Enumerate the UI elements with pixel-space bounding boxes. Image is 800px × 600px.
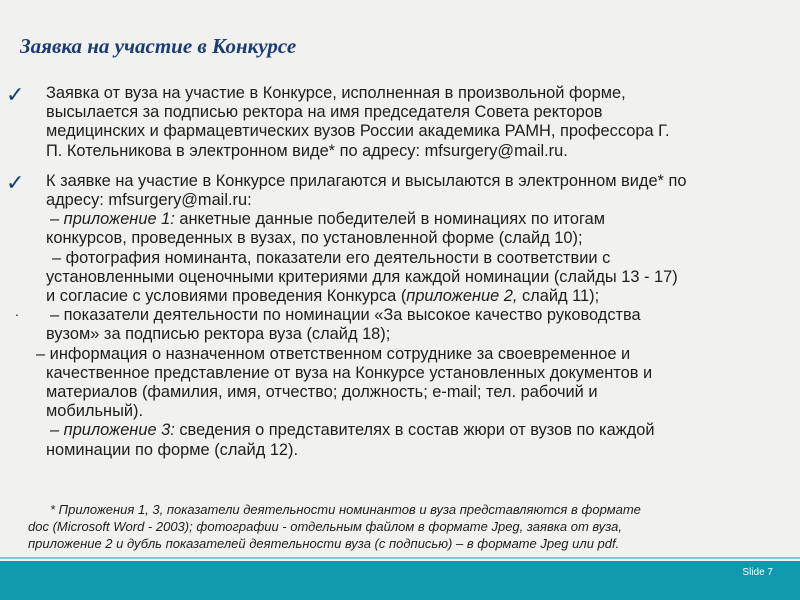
checkmark-icon: ✓ <box>6 169 25 195</box>
footnote <box>28 502 641 552</box>
text-line: адресу: mfsurgery@mail.ru: <box>46 191 252 210</box>
footer-divider <box>0 557 800 559</box>
text-line: П. Котельникова в электронном виде* по адресу: mfsurgery@mail.ru. <box>46 141 568 160</box>
attachment-3-text: сведения о представителях в состав жюри от вузов по каждой <box>174 421 655 440</box>
text-line: Заявка от вуза на участие в Конкурсе, исполненная в произвольной форме, <box>46 84 626 102</box>
text-line: номинации по форме (слайд 12). <box>46 440 299 459</box>
attachment-1-text: анкетные данные победителей в номинациях по итогам <box>174 210 605 229</box>
attachment-1-label: – приложение 1: <box>50 210 175 229</box>
bullet-item-2 <box>0 169 800 460</box>
text-segment: – показатели деятельности по номинации «За высокое качество руководства <box>50 306 641 325</box>
text-line: установленными оценочными критериями для каждой номинации (слайды 13 - 17) <box>46 267 678 286</box>
text-line: вузом» за подписью ректора вуза (слайд 18); <box>46 325 391 344</box>
attachment-1-line <box>46 210 776 229</box>
text-line: медицинских и фармацевтических вузов России академика РАМН, профессора Г. <box>46 122 670 141</box>
bullet-text-1 <box>46 84 776 161</box>
checkmark-icon: ✓ <box>6 82 25 107</box>
slide-number: Slide 7 <box>742 567 773 578</box>
footnote-line: приложение 2 и дубль показателей деятельности вуза (с подписью) – в формате Jpeg или pdf. <box>28 535 620 551</box>
text-line: материалов (фамилия, имя, отчество; должность; e-mail; тел. рабочий и <box>46 383 598 402</box>
performance-line <box>15 303 776 325</box>
text-line: – фотография номинанта, показатели его деятельности в соответствии с <box>52 248 611 267</box>
text-line: высылается за подписью ректора на имя председателя Совета ректоров <box>46 103 603 122</box>
text-line: К заявке на участие в Конкурсе прилагаются и высылаются в электронном виде* по <box>46 171 687 190</box>
text-segment: и согласие с условиями проведения Конкурса ( <box>46 287 407 306</box>
text-line: качественное представление от вуза на Конкурсе установленных документов и <box>46 363 653 382</box>
text-line: мобильный). <box>46 402 144 421</box>
text-segment: слайд 11); <box>517 287 600 306</box>
slide-title: Заявка на участие в Конкурсе <box>20 34 297 58</box>
footer-bar <box>0 561 800 600</box>
footnote-line: doc (Microsoft Word - 2003); фотографии - отдельным файлом в формате Jpeg, заявка от вуза, <box>28 518 622 534</box>
attachment-3-line <box>46 421 776 440</box>
bullet-item-1 <box>0 84 800 161</box>
dot-bullet: . <box>15 303 19 320</box>
text-line: – информация о назначенном ответственном сотруднике за своевременное и <box>36 344 631 363</box>
text-line: конкурсов, проведенных в вузах, по установленной форме (слайд 10); <box>46 229 583 248</box>
attachment-2-line <box>46 287 776 306</box>
attachment-2-label: приложение 2, <box>406 287 518 306</box>
footnote-line: * Приложения 1, 3, показатели деятельности номинантов и вуза представляются в формате <box>50 502 641 517</box>
attachment-3-label: – приложение 3: <box>50 421 175 440</box>
slide-content <box>0 84 800 460</box>
bullet-text-2 <box>15 171 776 460</box>
